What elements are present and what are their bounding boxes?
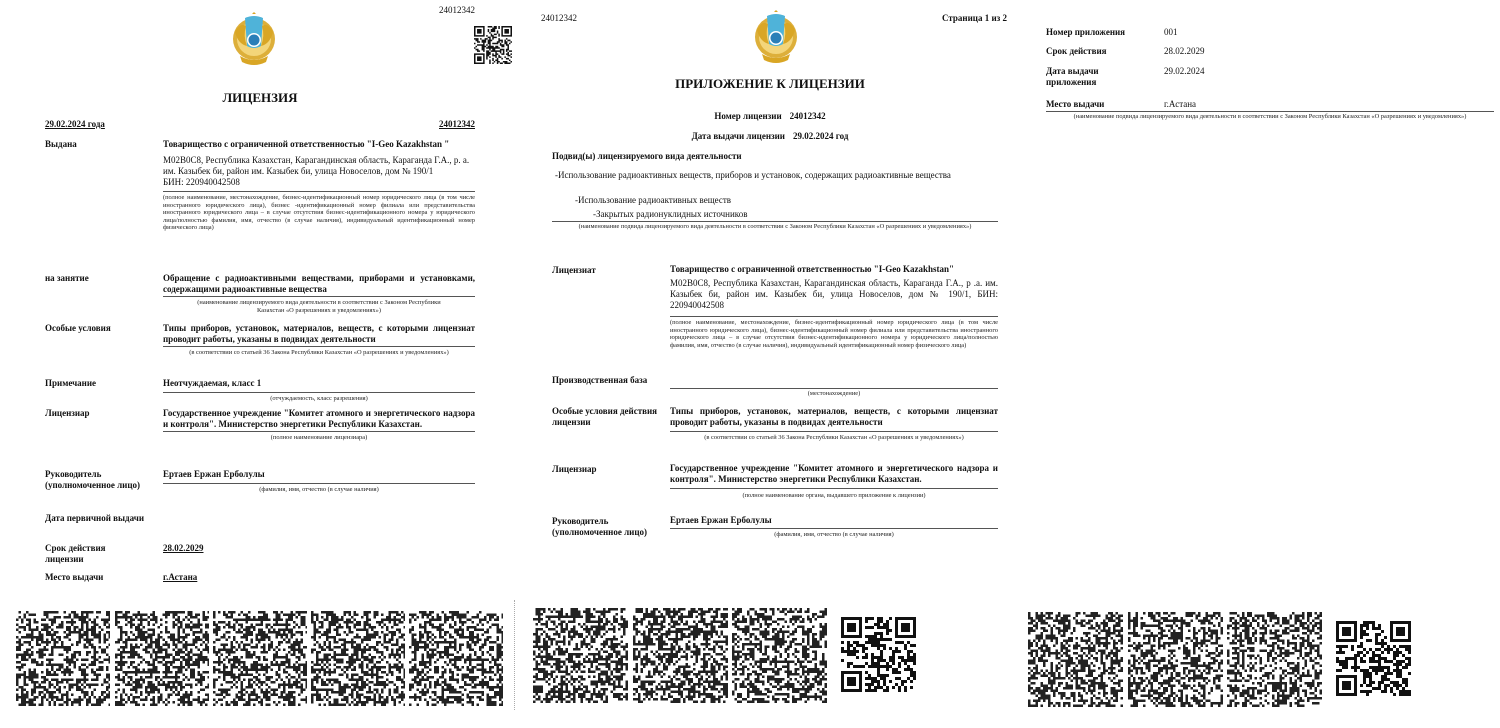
page-divider [514, 600, 515, 710]
page-indicator: Страница 1 из 2 [941, 13, 1007, 23]
appendix-page [530, 0, 1010, 728]
remark-note: (отчуждаемость, класс разрешения) [270, 395, 368, 402]
signature-barcode-icon [311, 611, 405, 706]
place-value: г.Астана [1164, 99, 1197, 109]
appendix-number-value: 001 [1164, 27, 1178, 37]
license-doc-number-top: 24012342 [439, 5, 475, 15]
licensee-address: M02B0C8, Республика Казахстан, Карагандинская область, Караганда Г.А., р .а. им. Казыбек би, район им. Казыбек би, улица Новоселов, дом № 190/1, БИН: 220940042508 [670, 278, 998, 317]
licensee-note: (полное наименование, местонахождение, бизнес-идентификационный номер юридического лица (в том числе иностранного юридического лица), бизнес-идентификационный номер филиала или представительства иностранного юридического лица – в случае отсутствия бизнес-идентификационного номера у юридического лица/полностью фамилия, имя, отчество (в случае наличия), индивидуальный идентификационный номер физического лица) [670, 319, 998, 349]
state-emblem-icon [230, 12, 278, 70]
license-date: 29.02.2024 года [45, 119, 105, 129]
issue-date-value: 29.02.2024 [1164, 66, 1205, 76]
subtypes-note: (наименование подвида лицензируемого вида деятельности в соответствии с Законом Республики Казахстан «О разрешениях и уведомлениях») [578, 223, 972, 230]
licensor-value: Государственное учреждение "Комитет атомного и энергетического надзора и контроля". Министерство энергетики Республики Казахстан. [670, 463, 998, 489]
validity-value: 28.02.2029 [1164, 46, 1205, 56]
issue-date-label: Дата выдачи приложения [1046, 66, 1099, 87]
license-title: ЛИЦЕНЗИЯ [222, 90, 298, 105]
appendix-doc-number-top: 24012342 [541, 13, 577, 23]
signature-barcode-icon [16, 611, 110, 706]
signature-barcode-icon [213, 611, 307, 706]
qr-code-icon [474, 26, 512, 64]
license-number-label: Номер лицензии [714, 111, 782, 121]
special-conditions-value: Типы приборов, установок, материалов, веществ, с которыми лицензиат проводит работы, указаны в подвидах деятельности [163, 323, 475, 347]
state-emblem-icon [752, 10, 800, 68]
head-note: (фамилия, имя, отчество (в случае наличия) [774, 531, 894, 538]
subtypes-heading: Подвид(ы) лицензируемого вида деятельности [552, 151, 742, 161]
special-conditions-value: Типы приборов, установок, материалов, веществ, с которыми лицензиат проводит работы, указаны в подвидах деятельности [670, 406, 998, 432]
head-note: (фамилия, имя, отчество (в случае наличия) [259, 486, 379, 493]
head-value: Ертаев Ержан Ерболулы [670, 515, 998, 529]
head-label: Руководитель (уполномоченное лицо) [45, 469, 141, 490]
qr-code-icon [841, 617, 916, 697]
validity-label: Срок действия лицензии [45, 543, 106, 564]
signature-barcode-icon [1128, 612, 1223, 707]
signature-barcode-icon [633, 608, 728, 703]
head-label: Руководитель (уполномоченное лицо) [552, 516, 648, 537]
remark-value: Неотчуждаемая, класс 1 [163, 378, 475, 393]
licensor-note: (полное наименование лицензиара) [270, 434, 368, 441]
subtype-item: -Закрытых радионуклидных источников [593, 209, 748, 219]
issued-to-label: Выдана [45, 139, 77, 149]
licensee-name: Товарищество с ограниченной ответственностью "I-Geo Kazakhstan" [670, 264, 955, 274]
appendix-title: ПРИЛОЖЕНИЕ К ЛИЦЕНЗИИ [675, 76, 865, 91]
signature-barcode-icon [409, 611, 503, 706]
place-note: (наименование подвида лицензируемого вида деятельности в соответствии с Законом Республики Казахстан «О разрешениях и уведомлениях») [1073, 113, 1467, 120]
place-label: Место выдачи [1046, 99, 1105, 109]
licensor-label: Лицензиар [45, 408, 90, 418]
special-conditions-note: (в соответствии со статьей 36 Закона Республики Казахстан «О разрешениях и уведомлениях») [189, 349, 449, 356]
qr-code-icon [1336, 621, 1411, 701]
place-value: г.Астана [163, 572, 198, 582]
signature-barcode-icon [1028, 612, 1123, 707]
signature-barcode-icon [1227, 612, 1322, 707]
licensor-label: Лицензиар [552, 464, 597, 474]
activity-note: (наименование лицензируемого вида деятельности в соответствии с Законом Республики Казахстан «О разрешениях и уведомлениях») [197, 299, 441, 314]
head-value: Ертаев Ержан Ерболулы [163, 469, 475, 484]
issued-to-note: (полное наименование, местонахождение, бизнес-идентификационный номер юридического лица (в том числе иностранного юридического лица), бизнес -идентификационный номер филиала или представительства иностранного юридического лица – в случае отсутствия бизнес-идентификационного номера у юридического лица/полностью фамилия, имя, отчество (в случае наличия), индивидуальный идентификационный номер физического лица) [163, 194, 475, 232]
license-page [0, 0, 520, 728]
signature-barcode-icon [533, 608, 628, 703]
signature-barcode-icon [115, 611, 209, 706]
signature-barcode-icon [732, 608, 827, 703]
appendix-number-label: Номер приложения [1046, 27, 1126, 37]
appendix-page-2 [1030, 0, 1500, 728]
subtype-item: -Использование радиоактивных веществ [575, 195, 732, 205]
special-conditions-label: Особые условия [45, 323, 111, 333]
activity-label: на занятие [45, 273, 89, 283]
special-conditions-note: (в соответствии со статьей 36 Закона Республики Казахстан «О разрешениях и уведомлениях») [704, 434, 964, 441]
issued-to-address: M02B0C8, Республика Казахстан, Карагандинская область, Караганда Г.А., р. а. им. Казыбек би, район им. Казыбек би, улица Новоселов, дом № 190/1 [163, 155, 470, 176]
licensor-note: (полное наименование органа, выдавшего приложение к лицензии) [742, 492, 926, 499]
first-issue-label: Дата первичной выдачи [45, 513, 145, 523]
remark-label: Примечание [45, 378, 97, 388]
special-conditions-label: Особые условия действия лицензии [552, 406, 658, 427]
licensee-label: Лицензиат [552, 265, 596, 275]
validity-label: Срок действия [1046, 46, 1107, 56]
issued-to-name: Товарищество с ограниченной ответственностью "I-Geo Kazakhstan " [163, 139, 450, 149]
licensor-value: Государственное учреждение "Комитет атомного и энергетического надзора и контроля". Министерство энергетики Республики Казахстан. [163, 408, 475, 432]
production-base-label: Производственная база [552, 375, 648, 385]
license-number-value: 24012342 [789, 111, 826, 121]
production-base-rule [670, 388, 998, 389]
issued-to-bin: БИН: 220940042508 [163, 177, 475, 192]
place-rule [1046, 111, 1494, 112]
license-number: 24012342 [439, 119, 475, 129]
subtype-item: -Использование радиоактивных веществ, приборов и установок, содержащих радиоактивные вещества [555, 170, 951, 180]
license-date-label: Дата выдачи лицензии [691, 131, 785, 141]
validity-value: 28.02.2029 [163, 543, 204, 553]
license-date-value: 29.02.2024 год [793, 131, 849, 141]
activity-value: Обращение с радиоактивными веществами, приборами и установками, содержащими радиоактивные вещества [163, 273, 475, 297]
place-label: Место выдачи [45, 572, 104, 582]
production-base-note: (местонахождение) [807, 390, 861, 397]
subtypes-rule [552, 221, 998, 222]
